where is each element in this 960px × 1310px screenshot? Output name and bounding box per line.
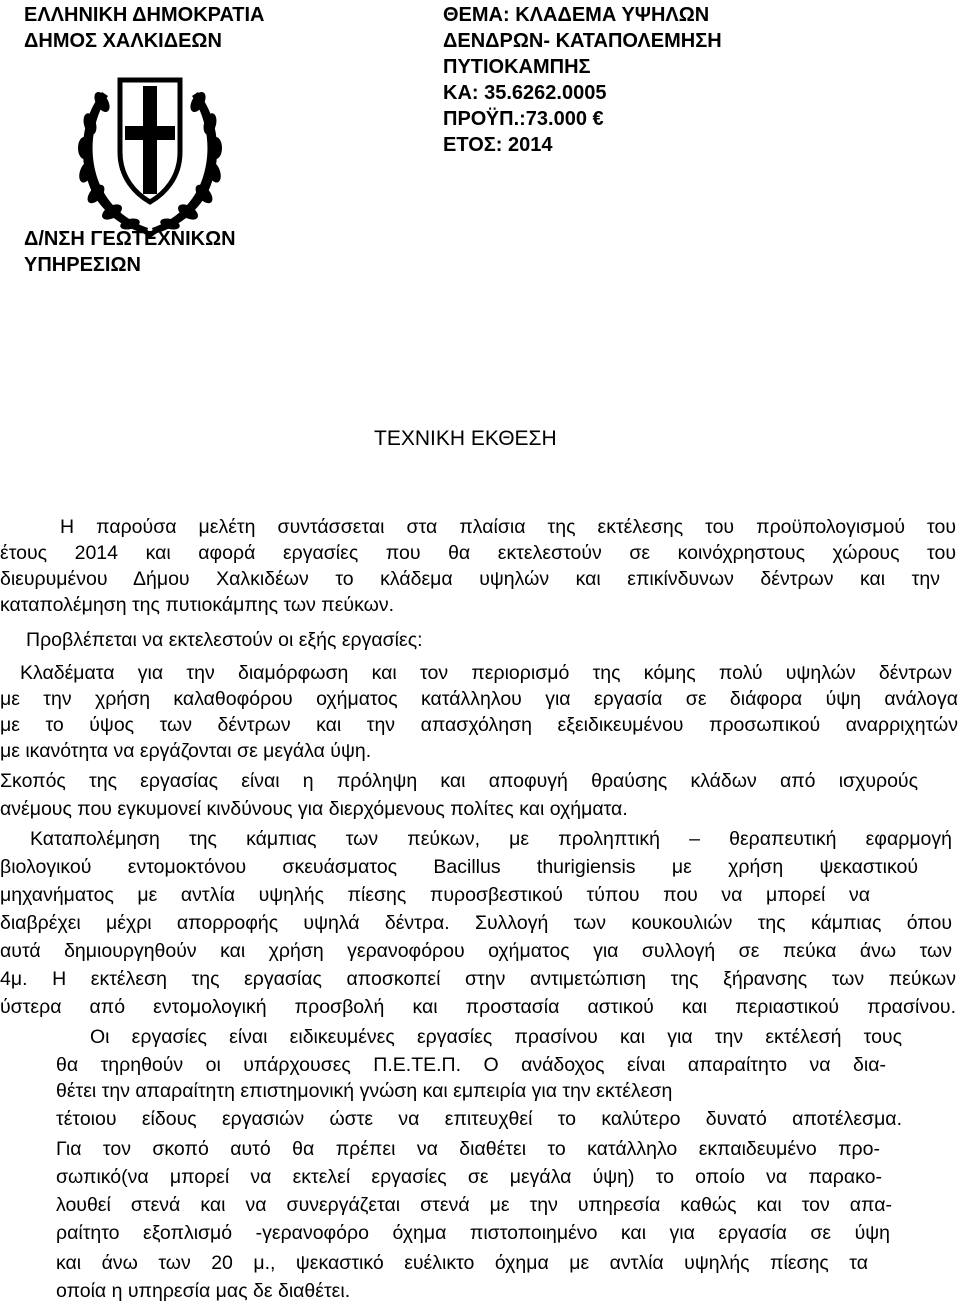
body-line: έτους 2014 και αφορά εργασίες που θα εκτελεστούν σε κοινόχρηστους χώρους του bbox=[0, 542, 956, 564]
body-line: διευρυμένου Δήμου Χαλκιδέων το κλάδεμα υψηλών και επικίνδυνων δέντρων και την bbox=[0, 568, 940, 590]
body-line: Για τον σκοπό αυτό θα πρέπει να διαθέτει το κατάλληλο εκπαιδευμένο προ- bbox=[56, 1138, 880, 1160]
body-line: 4μ. Η εκτέλεση της εργασίας αποσκοπεί στην αντιμετώπιση της ξήρανσης των πεύκων bbox=[0, 968, 956, 990]
republic-title: ΕΛΛΗΝΙΚΗ ΔΗΜΟΚΡΑΤΙΑ bbox=[24, 4, 265, 26]
body-line: Οι εργασίες είναι ειδικευμένες εργασίες πρασίνου και για την εκτέλεσή τους bbox=[90, 1026, 902, 1048]
body-line: με ικανότητα να εργάζονται σε μεγάλα ύψη. bbox=[0, 740, 372, 762]
body-line: και άνω των 20 μ., ψεκαστικό ευέλικτο όχημα με αντλία υψηλής πίεσης τα bbox=[56, 1252, 868, 1274]
body-line: καταπολέμηση της πυτιοκάμπης των πεύκων. bbox=[0, 594, 394, 616]
body-line: θα τηρηθούν οι υπάρχουσες Π.Ε.ΤΕ.Π. Ο ανάδοχος είναι απαραίτητο να δια- bbox=[56, 1054, 886, 1076]
body-line: με το ύψος των δέντρων και την απασχόληση εξειδικευμένου προσωπικού αναρριχητών bbox=[0, 714, 958, 736]
body-line: τέτοιου είδους εργασιών ώστε να επιτευχθεί το καλύτερο δυνατό αποτέλεσμα. bbox=[56, 1108, 902, 1130]
body-line: σωπικό(να μπορεί να εκτελεί εργασίες σε μεγάλα ύψη) το οποίο να παρακο- bbox=[56, 1166, 882, 1188]
subject-line-2: ΔΕΝΔΡΩΝ- ΚΑΤΑΠΟΛΕΜΗΣΗ bbox=[443, 30, 722, 52]
municipality-title: ΔΗΜΟΣ ΧΑΛΚΙΔΕΩΝ bbox=[24, 30, 222, 52]
subject-line-1: ΘΕΜΑ: ΚΛΑΔΕΜΑ ΥΨΗΛΩΝ bbox=[443, 4, 710, 26]
body-line: Κλαδέματα για την διαμόρφωση και τον περιορισμό της κόμης πολύ υψηλών δέντρων bbox=[20, 662, 952, 684]
report-title: ΤΕΧΝΙΚΗ ΕΚΘΕΣΗ bbox=[374, 427, 557, 450]
body-line: βιολογικού εντομοκτόνου σκευάσματος Bacillus thurigiensis με χρήση ψεκαστικού bbox=[0, 856, 918, 878]
budget-code: ΚΑ: 35.6262.0005 bbox=[443, 82, 607, 104]
subject-line-3: ΠΥΤΙΟΚΑΜΠΗΣ bbox=[443, 56, 591, 78]
body-line: οποία η υπηρεσία μας δε διαθέτει. bbox=[56, 1280, 351, 1302]
body-line: Καταπολέμηση της κάμπιας των πεύκων, με προληπτική – θεραπευτική εφαρμογή bbox=[30, 828, 952, 850]
greek-coat-of-arms-seal bbox=[62, 62, 238, 240]
body-line: Σκοπός της εργασίας είναι η πρόληψη και αποφυγή θραύσης κλάδων από ισχυρούς bbox=[0, 770, 918, 792]
budget-amount: ΠΡΟΫΠ.:73.000 € bbox=[443, 108, 604, 130]
body-line: θέτει την απαραίτητη επιστημονική γνώση και εμπειρία για την εκτέλεση bbox=[56, 1080, 673, 1102]
body-line: ανέμους που εγκυμονεί κινδύνους για διερχόμενους πολίτες και οχήματα. bbox=[0, 798, 628, 820]
body-line: με την χρήση καλαθοφόρου οχήματος κατάλληλου για εργασία σε διάφορα ύψη ανάλογα bbox=[0, 688, 958, 710]
body-line: αυτά δημιουργηθούν και χρήση γερανοφόρου οχήματος για συλλογή σε πεύκα άνω των bbox=[0, 940, 952, 962]
body-line: ύστερα από εντομολογική προσβολή και προστασία αστικού και περιαστικού πρασίνου. bbox=[0, 996, 956, 1018]
body-line: μηχανήματος με αντλία υψηλής πίεσης πυροσβεστικού τύπου που να μπορεί να bbox=[0, 884, 870, 906]
budget-year: ΕΤΟΣ: 2014 bbox=[443, 134, 553, 156]
body-line: ραίτητο εξοπλισμό -γερανοφόρο όχημα πιστοποιημένο και για εργασία σε ύψη bbox=[56, 1222, 890, 1244]
department-line-2: ΥΠΗΡΕΣΙΩΝ bbox=[24, 254, 141, 276]
body-line: διαβρέχει μέχρι απορροφής υψηλά δέντρα. Συλλογή των κουκουλιών της κάμπιας όπου bbox=[0, 912, 952, 934]
body-line: Η παρούσα μελέτη συντάσσεται στα πλαίσια της εκτέλεσης του προϋπολογισμού του bbox=[60, 516, 956, 538]
body-line: Προβλέπεται να εκτελεστούν οι εξής εργασίες: bbox=[26, 629, 423, 651]
body-line: λουθεί στενά και να συνεργάζεται στενά με την υπηρεσία καθώς και τον απα- bbox=[56, 1194, 892, 1216]
department-line-1: Δ/ΝΣΗ ΓΕΩΤΕΧΝΙΚΩΝ bbox=[24, 228, 236, 250]
